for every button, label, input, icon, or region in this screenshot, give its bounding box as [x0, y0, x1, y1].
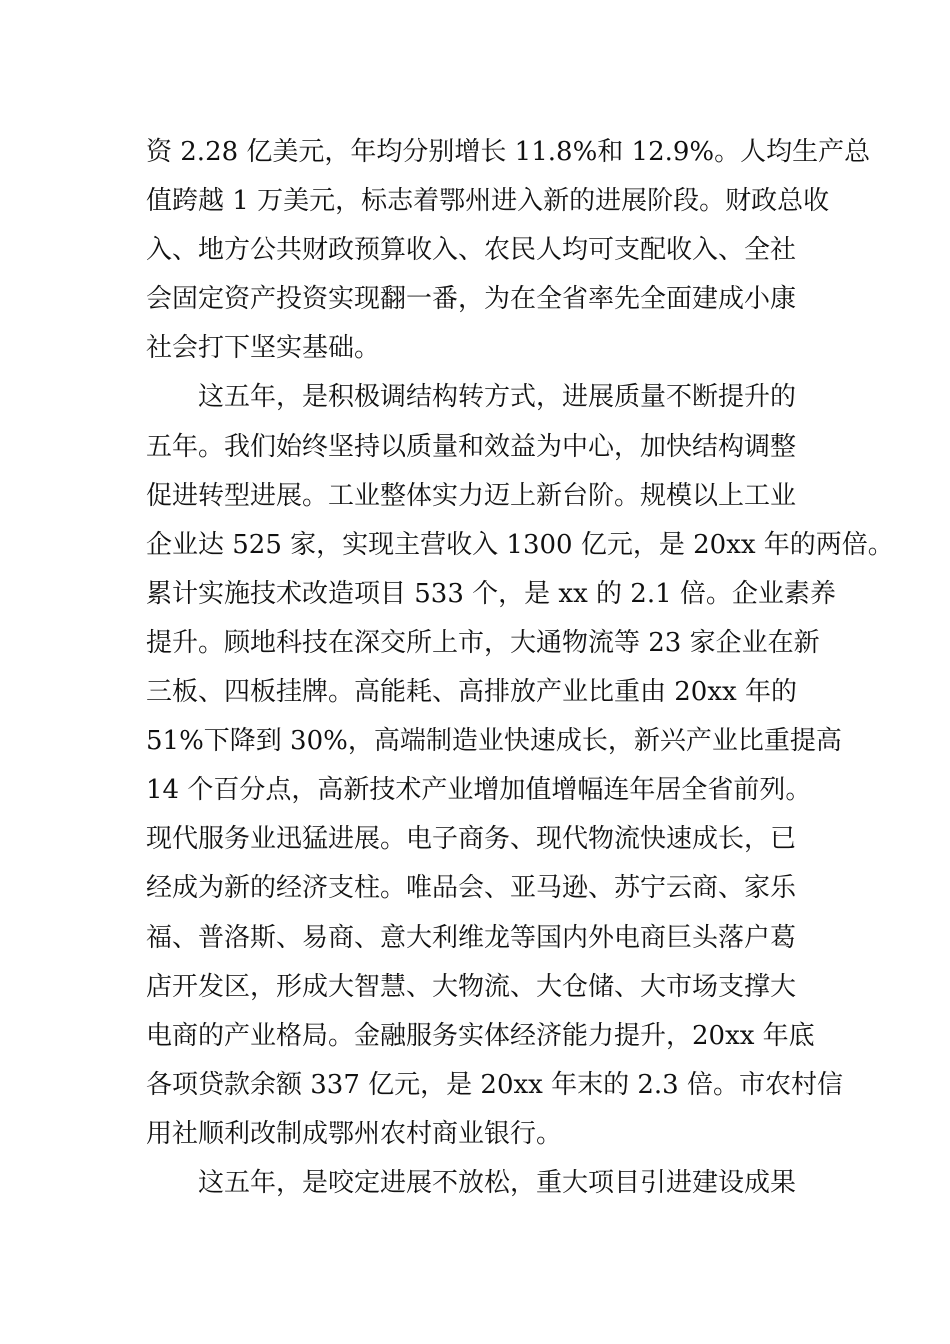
text-line: 各项贷款余额 337 亿元，是 20xx 年末的 2.3 倍。市农村信 [146, 1069, 843, 1100]
text-line: 入、地方公共财政预算收入、农民人均可支配收入、全社 [146, 235, 797, 266]
text-line: 电商的产业格局。金融服务实体经济能力提升，20xx 年底 [146, 1020, 815, 1051]
text-line: 五年。我们始终坚持以质量和效益为中心，加快结构调整 [146, 431, 797, 462]
text-line: 企业达 525 家，实现主营收入 1300 亿元，是 20xx 年的两倍。 [146, 529, 894, 560]
text-line: 促进转型进展。工业整体实力迈上新台阶。规模以上工业 [146, 480, 797, 511]
text-line: 用社顺利改制成鄂州农村商业银行。 [146, 1118, 563, 1149]
paragraph-1 [146, 128, 871, 373]
text-line: 三板、四板挂牌。高能耗、高排放产业比重由 20xx 年的 [146, 677, 797, 708]
text-line: 累计实施技术改造项目 533 个，是 xx 的 2.1 倍。企业素养 [146, 578, 836, 609]
paragraph-2 [146, 373, 894, 1159]
text-line: 社会打下坚实基础。 [146, 333, 381, 364]
text-line: 提升。顾地科技在深交所上市，大通物流等 23 家企业在新 [146, 627, 820, 658]
text-line: 现代服务业迅猛进展。电子商务、现代物流快速成长，已 [146, 824, 797, 855]
text-line: 51%下降到 30%，高端制造业快速成长，新兴产业比重提高 [146, 726, 842, 757]
text-line: 福、普洛斯、易商、意大利维龙等国内外电商巨头落户葛 [146, 922, 797, 953]
document-body [146, 128, 894, 1208]
text-line: 会固定资产投资实现翻一番，为在全省率先全面建成小康 [146, 284, 797, 315]
text-line: 经成为新的经济支柱。唯品会、亚马逊、苏宁云商、家乐 [146, 873, 797, 904]
text-line: 资 2.28 亿美元，年均分别增长 11.8%和 12.9%。人均生产总 [146, 137, 871, 167]
text-line: 店开发区，形成大智慧、大物流、大仓储、大市场支撑大 [146, 971, 797, 1002]
text-line: 这五年，是积极调结构转方式，进展质量不断提升的 [198, 382, 797, 413]
paragraph-3 [146, 1159, 806, 1208]
text-line: 这五年，是咬定进展不放松，重大项目引进建设成果 [198, 1167, 797, 1198]
text-line: 14 个百分点，高新技术产业增加值增幅连年居全省前列。 [146, 775, 812, 806]
text-line: 值跨越 1 万美元，标志着鄂州进入新的进展阶段。财政总收 [146, 186, 830, 217]
